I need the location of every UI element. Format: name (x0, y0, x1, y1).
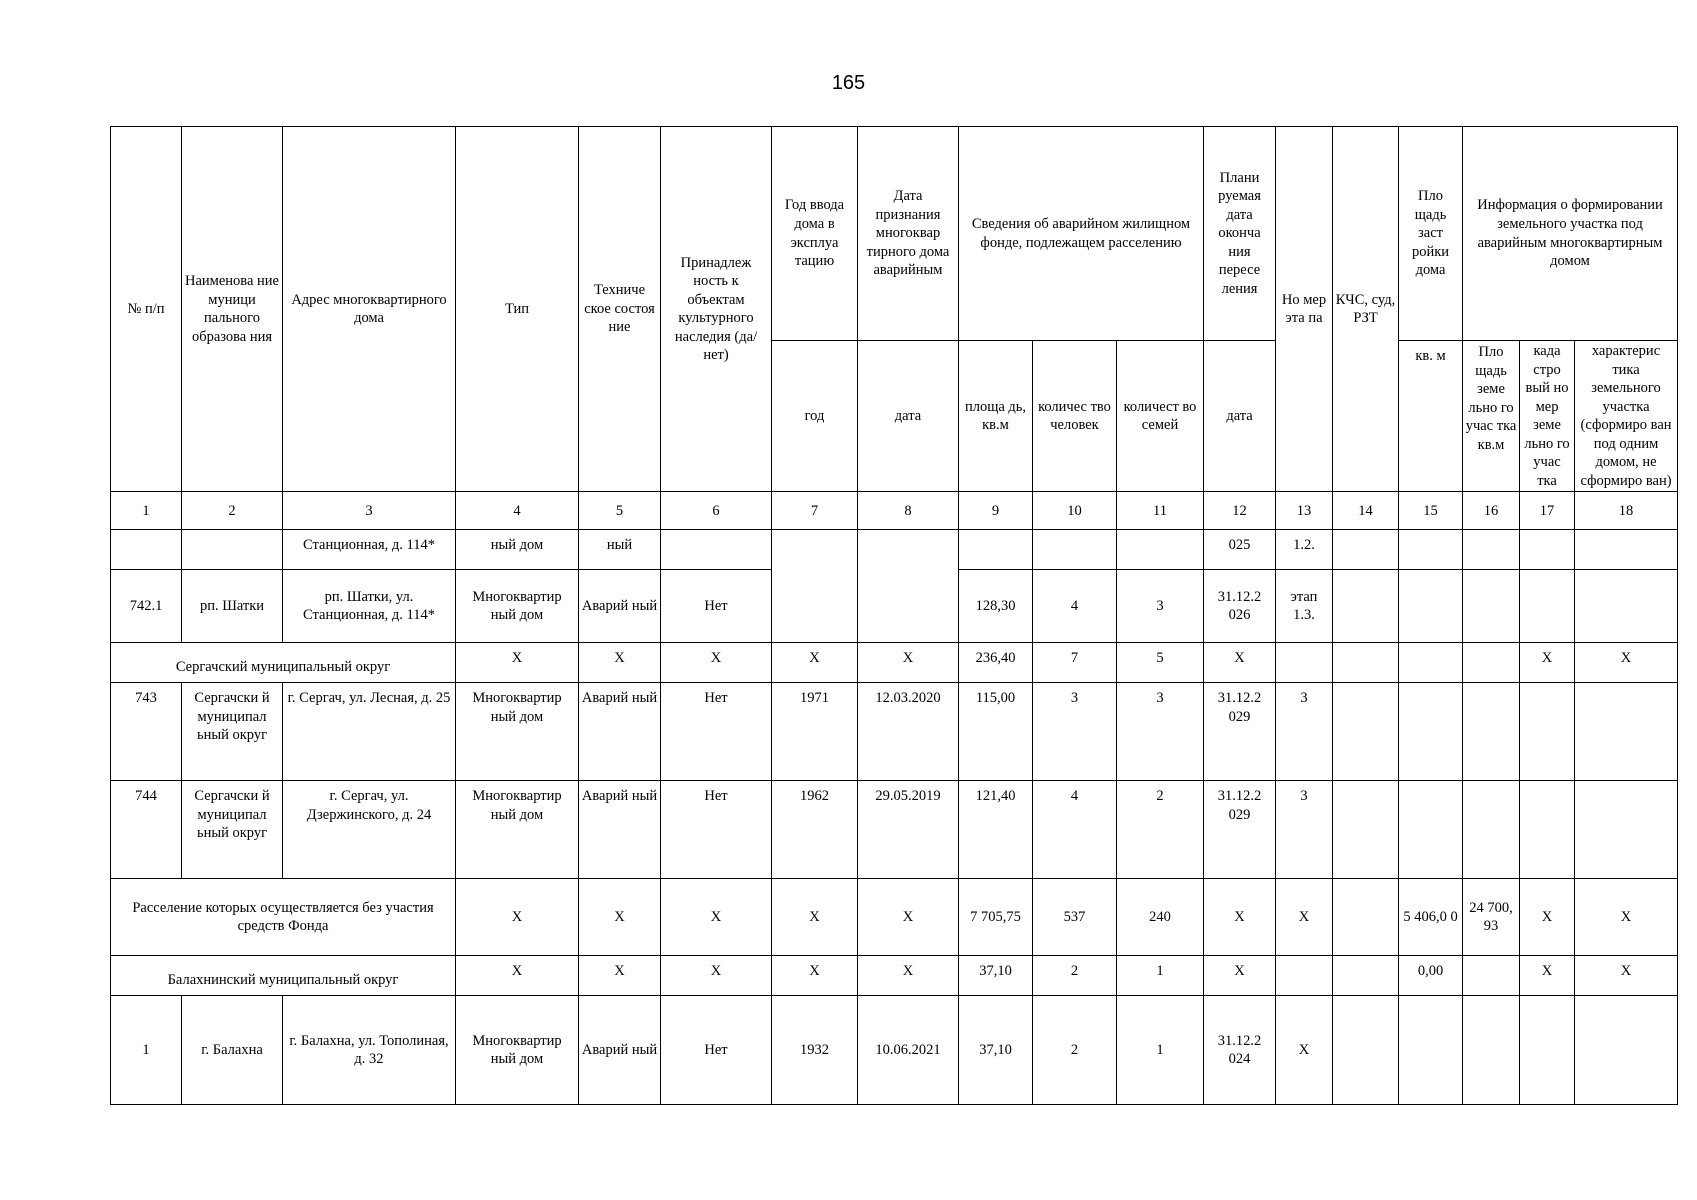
cell-families: 1 (1117, 996, 1204, 1105)
cell-type: Многоквартир ный дом (456, 683, 579, 781)
cell-area: 37,10 (959, 996, 1033, 1105)
cell-land-char: X (1575, 956, 1678, 996)
cell-tech-state: X (579, 956, 661, 996)
cell-date: 29.05.2019 (858, 781, 959, 879)
cell-stage: X (1276, 879, 1333, 956)
cell-land-area (1463, 570, 1520, 643)
cell-people: 4 (1033, 570, 1117, 643)
col-number: 7 (772, 492, 858, 530)
cell-kchs (1333, 781, 1399, 879)
subtotal-row (111, 879, 1678, 956)
header-address: Адрес многоквартирного дома (283, 127, 456, 492)
col-number: 16 (1463, 492, 1520, 530)
cell-families: 5 (1117, 643, 1204, 683)
header-land-group: Информация о формировании земельного участка под аварийным многоквартирным домом (1463, 127, 1678, 341)
col-number: 9 (959, 492, 1033, 530)
cell-num: 1 (111, 996, 182, 1105)
cell-cadastral (1520, 530, 1575, 570)
cell-date: X (858, 956, 959, 996)
unit-built-area: кв. м (1399, 341, 1463, 492)
cell-built-area: 0,00 (1399, 956, 1463, 996)
header-planned-group: Плани руемая дата оконча ния пересе ления (1204, 127, 1276, 341)
cell-area: 115,00 (959, 683, 1033, 781)
cell-num (111, 530, 182, 570)
cell-planned-date: 31.12.2 029 (1204, 683, 1276, 781)
cell-families: 3 (1117, 683, 1204, 781)
subtotal-label: Расселение которых осуществляется без участия средств Фонда (111, 879, 456, 956)
cell-kchs (1333, 996, 1399, 1105)
col-number: 18 (1575, 492, 1678, 530)
cell-address: Станционная, д. 114* (283, 530, 456, 570)
col-number: 11 (1117, 492, 1204, 530)
cell-kchs (1333, 643, 1399, 683)
cell-land-area (1463, 530, 1520, 570)
cell-people: 7 (1033, 643, 1117, 683)
cell-cadastral: X (1520, 879, 1575, 956)
header-num: № п/п (111, 127, 182, 492)
cell-date: X (858, 879, 959, 956)
cell-built-area (1399, 643, 1463, 683)
cell-heritage (661, 530, 772, 570)
cell-cadastral (1520, 570, 1575, 643)
cell-kchs (1333, 570, 1399, 643)
cell-kchs (1333, 956, 1399, 996)
cell-num: 742.1 (111, 570, 182, 643)
cell-built-area (1399, 570, 1463, 643)
cell-kchs (1333, 879, 1399, 956)
header-stage: Но мер эта па (1276, 127, 1333, 492)
cell-heritage: Нет (661, 781, 772, 879)
table-row (111, 996, 1678, 1105)
cell-address: г. Сергач, ул. Дзержинского, д. 24 (283, 781, 456, 879)
cell-tech-state: ный (579, 530, 661, 570)
cell-stage (1276, 643, 1333, 683)
cell-people: 3 (1033, 683, 1117, 781)
header-year-group: Год ввода дома в эксплуа тацию (772, 127, 858, 341)
cell-municipality: г. Балахна (182, 996, 283, 1105)
cell-built-area (1399, 683, 1463, 781)
subtotal-label: Сергачский муниципальный округ (111, 643, 456, 683)
cell-tech-state: X (579, 879, 661, 956)
column-number-row (111, 492, 1678, 530)
cell-year: X (772, 956, 858, 996)
cell-families: 2 (1117, 781, 1204, 879)
header-tech-state: Техниче ское состоя ние (579, 127, 661, 492)
cell-year (772, 530, 858, 643)
cell-land-area (1463, 996, 1520, 1105)
col-number: 17 (1520, 492, 1575, 530)
col-number: 8 (858, 492, 959, 530)
cell-built-area (1399, 781, 1463, 879)
header-date-group: Дата признания многоквар тирного дома аварийным (858, 127, 959, 341)
cell-stage: 3 (1276, 683, 1333, 781)
cell-type: X (456, 643, 579, 683)
cell-municipality: Сергачски й муниципал ьный округ (182, 683, 283, 781)
col-number: 6 (661, 492, 772, 530)
cell-land-char: X (1575, 879, 1678, 956)
cell-cadastral (1520, 683, 1575, 781)
cell-heritage: Нет (661, 570, 772, 643)
header-built-area: Пло щадь заст ройки дома (1399, 127, 1463, 341)
cell-planned-date: X (1204, 643, 1276, 683)
cell-area: 128,30 (959, 570, 1033, 643)
header-info-group: Сведения об аварийном жилищном фонде, подлежащем расселению (959, 127, 1204, 341)
cell-families: 240 (1117, 879, 1204, 956)
cell-land-area (1463, 956, 1520, 996)
cell-tech-state: Аварий ный (579, 683, 661, 781)
cell-type: X (456, 956, 579, 996)
subheader-date: дата (858, 341, 959, 492)
col-number: 5 (579, 492, 661, 530)
subheader-planned-date: дата (1204, 341, 1276, 492)
cell-cadastral (1520, 996, 1575, 1105)
cell-people: 2 (1033, 996, 1117, 1105)
cell-planned-date: X (1204, 956, 1276, 996)
cell-stage: этап 1.3. (1276, 570, 1333, 643)
land-area-label: Пло щадь земе льно го учас тка (1465, 344, 1517, 435)
cell-land-char (1575, 570, 1678, 643)
cell-year: 1932 (772, 996, 858, 1105)
cell-municipality: рп. Шатки (182, 570, 283, 643)
col-number: 3 (283, 492, 456, 530)
header-land-area (1463, 341, 1520, 492)
cell-address: г. Сергач, ул. Лесная, д. 25 (283, 683, 456, 781)
cell-built-area: 5 406,0 0 (1399, 879, 1463, 956)
subheader-year: год (772, 341, 858, 492)
cell-municipality (182, 530, 283, 570)
cell-families: 1 (1117, 956, 1204, 996)
col-number: 2 (182, 492, 283, 530)
col-number: 1 (111, 492, 182, 530)
cell-kchs (1333, 530, 1399, 570)
subtotal-row (111, 956, 1678, 996)
cell-land-char (1575, 683, 1678, 781)
cell-type: Многоквартир ный дом (456, 781, 579, 879)
subtotal-row (111, 643, 1678, 683)
cell-year: X (772, 643, 858, 683)
col-number: 4 (456, 492, 579, 530)
cell-area: 236,40 (959, 643, 1033, 683)
table-row (111, 530, 1678, 570)
cell-land-area: 24 700, 93 (1463, 879, 1520, 956)
cell-stage: 1.2. (1276, 530, 1333, 570)
cell-type: Многоквартир ный дом (456, 996, 579, 1105)
cell-tech-state: X (579, 643, 661, 683)
cell-tech-state: Аварий ный (579, 996, 661, 1105)
header-land-char: характерис тика земельного участка (сформиро ван под одним домом, не сформиро ван) (1575, 341, 1678, 492)
cell-address: г. Балахна, ул. Тополиная, д. 32 (283, 996, 456, 1105)
cell-built-area (1399, 530, 1463, 570)
cell-num: 743 (111, 683, 182, 781)
col-number: 15 (1399, 492, 1463, 530)
cell-heritage: X (661, 879, 772, 956)
cell-planned-date: X (1204, 879, 1276, 956)
cell-planned-date: 31.12.2 029 (1204, 781, 1276, 879)
cell-cadastral: X (1520, 643, 1575, 683)
cell-families (1117, 530, 1204, 570)
cell-planned-date: 31.12.2 026 (1204, 570, 1276, 643)
subheader-area: площа дь, кв.м (959, 341, 1033, 492)
cell-year: 1962 (772, 781, 858, 879)
cell-people: 4 (1033, 781, 1117, 879)
cell-type: Многоквартир ный дом (456, 570, 579, 643)
cell-land-char (1575, 530, 1678, 570)
cell-land-char (1575, 996, 1678, 1105)
cell-tech-state: Аварий ный (579, 570, 661, 643)
cell-planned-date: 31.12.2 024 (1204, 996, 1276, 1105)
header-municipality: Наименова ние муници пального образова ния (182, 127, 283, 492)
cell-heritage: X (661, 643, 772, 683)
unit-land-area: кв.м (1477, 436, 1505, 453)
cell-land-area (1463, 643, 1520, 683)
cell-tech-state: Аварий ный (579, 781, 661, 879)
col-number: 14 (1333, 492, 1399, 530)
cell-land-area (1463, 683, 1520, 781)
col-number: 10 (1033, 492, 1117, 530)
col-number: 12 (1204, 492, 1276, 530)
cell-families: 3 (1117, 570, 1204, 643)
cell-type: X (456, 879, 579, 956)
cell-built-area (1399, 996, 1463, 1105)
subheader-families: количест во семей (1117, 341, 1204, 492)
cell-heritage: Нет (661, 996, 772, 1105)
cell-date (858, 530, 959, 643)
cell-people: 2 (1033, 956, 1117, 996)
cell-area: 7 705,75 (959, 879, 1033, 956)
resettlement-table (110, 126, 1678, 1105)
subtotal-label: Балахнинский муниципальный округ (111, 956, 456, 996)
header-row (111, 127, 1678, 341)
header-heritage: Принадлеж ность к объектам культурного наследия (да/нет) (661, 127, 772, 492)
cell-people: 537 (1033, 879, 1117, 956)
cell-year: 1971 (772, 683, 858, 781)
cell-area: 121,40 (959, 781, 1033, 879)
header-type: Тип (456, 127, 579, 492)
header-cadastral: када стро вый но мер земе льно го учас тка (1520, 341, 1575, 492)
table-row (111, 683, 1678, 781)
subheader-people: количес тво человек (1033, 341, 1117, 492)
cell-planned-date: 025 (1204, 530, 1276, 570)
cell-cadastral: X (1520, 956, 1575, 996)
cell-area: 37,10 (959, 956, 1033, 996)
cell-cadastral (1520, 781, 1575, 879)
cell-stage (1276, 956, 1333, 996)
cell-heritage: X (661, 956, 772, 996)
cell-date: 10.06.2021 (858, 996, 959, 1105)
cell-address: рп. Шатки, ул. Станционная, д. 114* (283, 570, 456, 643)
cell-date: X (858, 643, 959, 683)
cell-municipality: Сергачски й муниципал ьный округ (182, 781, 283, 879)
page-number: 165 (831, 72, 866, 94)
cell-heritage: Нет (661, 683, 772, 781)
cell-stage: X (1276, 996, 1333, 1105)
col-number: 13 (1276, 492, 1333, 530)
table-row (111, 781, 1678, 879)
cell-land-area (1463, 781, 1520, 879)
cell-land-char (1575, 781, 1678, 879)
cell-kchs (1333, 683, 1399, 781)
cell-year: X (772, 879, 858, 956)
cell-area (959, 530, 1033, 570)
header-kchs: КЧС, суд, РЗТ (1333, 127, 1399, 492)
cell-stage: 3 (1276, 781, 1333, 879)
cell-type: ный дом (456, 530, 579, 570)
cell-people (1033, 530, 1117, 570)
cell-land-char: X (1575, 643, 1678, 683)
cell-date: 12.03.2020 (858, 683, 959, 781)
cell-num: 744 (111, 781, 182, 879)
